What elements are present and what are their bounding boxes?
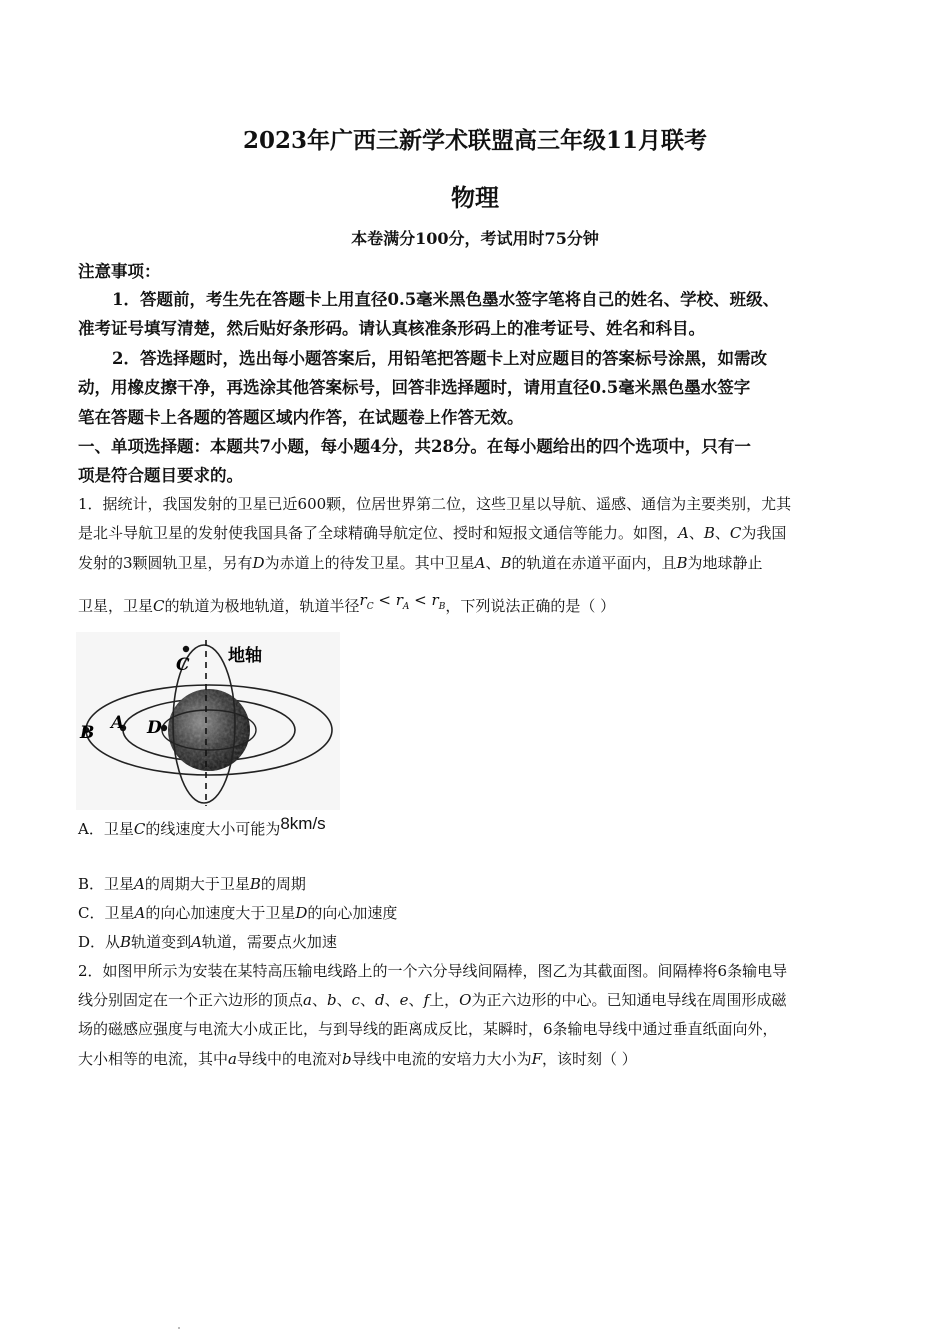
notice-item2-line1: 2．答选择题时，选出每小题答案后，用铅笔把答题卡上对应题目的答案标号涂黑，如需改 [112, 349, 767, 368]
radius-inequality: $r_C < r_A < r_B$ [359, 591, 446, 612]
page-speck [178, 1327, 180, 1329]
earth-texture [168, 689, 250, 771]
notice-heading: 注意事项： [78, 262, 161, 281]
q1-option-b: B．卫星A的周期大于卫星B的周期 [78, 875, 306, 893]
subject-title: 物理 [451, 183, 499, 212]
q1-line1: 1．据统计，我国发射的卫星已近600颗，位居世界第二位，这些卫星以导航、遥感、通信为主要类别，尤其 [78, 495, 792, 513]
q2-line2: 线分别固定在一个正六边形的顶点a、b、c、d、e、f上，O为正六边形的中心。已知通电导线在周围形成磁 [78, 991, 787, 1009]
label-b: B [80, 723, 95, 743]
label-earth-axis: 地轴 [228, 646, 262, 666]
notice-item1-line2: 准考证号填写清楚，然后贴好条形码。请认真核准条形码上的准考证号、姓名和科目。 [78, 319, 705, 338]
satellite-c [183, 646, 189, 652]
notice-item2-line3: 笔在答题卡上各题的答题区域内作答，在试题卷上作答无效。 [78, 408, 524, 427]
q1-line4: 卫星，卫星C的轨道为极地轨道，轨道半径$r_C < r_A < r_B$，下列说法正确的是（ ） [78, 591, 616, 615]
q2-line1: 2．如图甲所示为安装在某特高压输电线路上的一个六分导线间隔棒，图乙为其截面图。间隔棒将6条输电导 [78, 962, 788, 980]
q1-line3: 发射的3颗圆轨卫星，另有D为赤道上的待发卫星。其中卫星A、B的轨道在赤道平面内，且B为地球静止 [78, 554, 763, 572]
section1-line1: 一、单项选择题：本题共7小题，每小题4分，共28分。在每小题给出的四个选项中，只有一 [78, 437, 751, 456]
section1-line2: 项是符合题目要求的。 [78, 466, 243, 485]
notice-item1-line1: 1．答题前，考生先在答题卡上用直径0.5毫米黑色墨水签字笔将自己的姓名、学校、班级、 [112, 290, 780, 309]
notice-item2-line2: 动，用橡皮擦干净，再选涂其他答案标号，回答非选择题时，请用直径0.5毫米黑色墨水签字 [78, 378, 751, 397]
q2-line4: 大小相等的电流，其中a导线中的电流对b导线中电流的安培力大小为F，该时刻（ ） [78, 1050, 637, 1068]
exam-title: 2023年广西三新学术联盟高三年级11月联考 [242, 127, 708, 154]
label-a: A [111, 713, 125, 733]
q2-line3: 场的磁感应强度与电流大小成正比，与到导线的距离成反比，某瞬时，6条输电导线中通过垂直纸面向外， [78, 1020, 778, 1038]
exam-info: 本卷满分100分，考试用时75分钟 [351, 229, 599, 248]
orbit-diagram [76, 632, 340, 810]
orbit-figure [76, 632, 340, 810]
label-c: C [176, 655, 190, 675]
q1-option-c: C．卫星A的向心加速度大于卫星D的向心加速度 [78, 904, 398, 922]
q1-option-d: D．从B轨道变到A轨道，需要点火加速 [78, 933, 337, 951]
q1-line2: 是北斗导航卫星的发射使我国具备了全球精确导航定位、授时和短报文通信等能力。如图，A、B、C为我国 [78, 524, 787, 542]
satellite-d [161, 725, 167, 731]
label-d: D [147, 718, 162, 738]
q1-option-a: A．卫星C的线速度大小可能为8km/s [78, 814, 326, 838]
